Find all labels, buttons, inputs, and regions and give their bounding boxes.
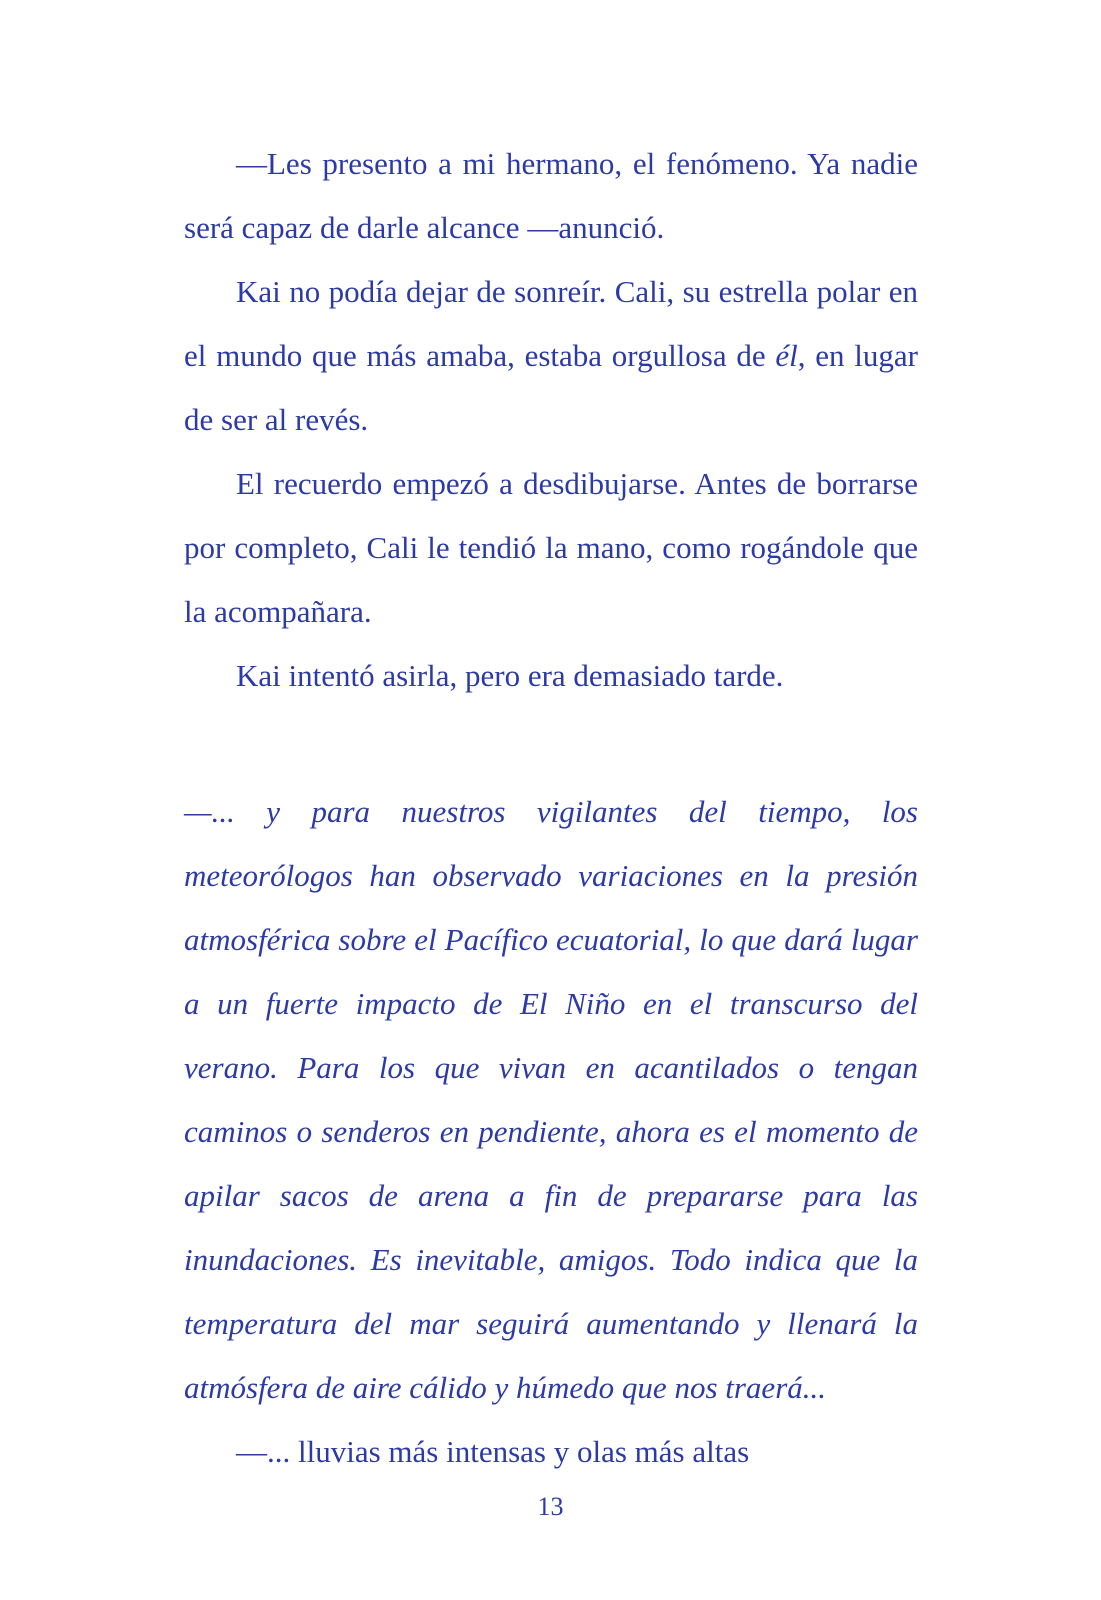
broadcast-paragraph: —... y para nuestros vigilantes del tiempo, los meteorólogos han observado variaciones en la presión atmosférica sobre el Pacífico ecuatorial, lo que dará lugar a un fuerte impacto de El Niño en el transcurso del verano. Para los que vivan en acantilados o tengan caminos o senderos en pendiente, ahora es el momento de apilar sacos de arena a fin de prepararse para las inundaciones. Es inevitable, amigos. Todo indica que la temperatura del mar seguirá aumentando y llenará la atmósfera de aire cálido y húmedo que nos traerá... — [184, 794, 918, 1405]
emphasized-word: él — [775, 338, 798, 373]
dialogue-paragraph: —Les presento a mi hermano, el fenómeno. Ya nadie será capaz de darle alcance —anunció. — [184, 146, 918, 245]
narrative-section — [184, 132, 918, 708]
continuation-section — [184, 1420, 918, 1484]
narrative-paragraph — [184, 260, 918, 452]
narrative-paragraph: El recuerdo empezó a desdibujarse. Antes de borrarse por completo, Cali le tendió la mano, como rogándole que la acompañara. — [184, 466, 918, 629]
dialogue-paragraph: —... lluvias más intensas y olas más altas — [236, 1434, 750, 1469]
radio-broadcast-section — [184, 780, 918, 1420]
paragraph-text: Kai no podía dejar de sonreír. Cali, su estrella polar en el mundo que más amaba, estaba orgullosa de — [184, 274, 918, 373]
paragraph-text: , en lugar de ser al revés. — [184, 338, 918, 437]
page-number: 13 — [537, 1492, 564, 1521]
narrative-paragraph: Kai intentó asirla, pero era demasiado tarde. — [236, 658, 784, 693]
